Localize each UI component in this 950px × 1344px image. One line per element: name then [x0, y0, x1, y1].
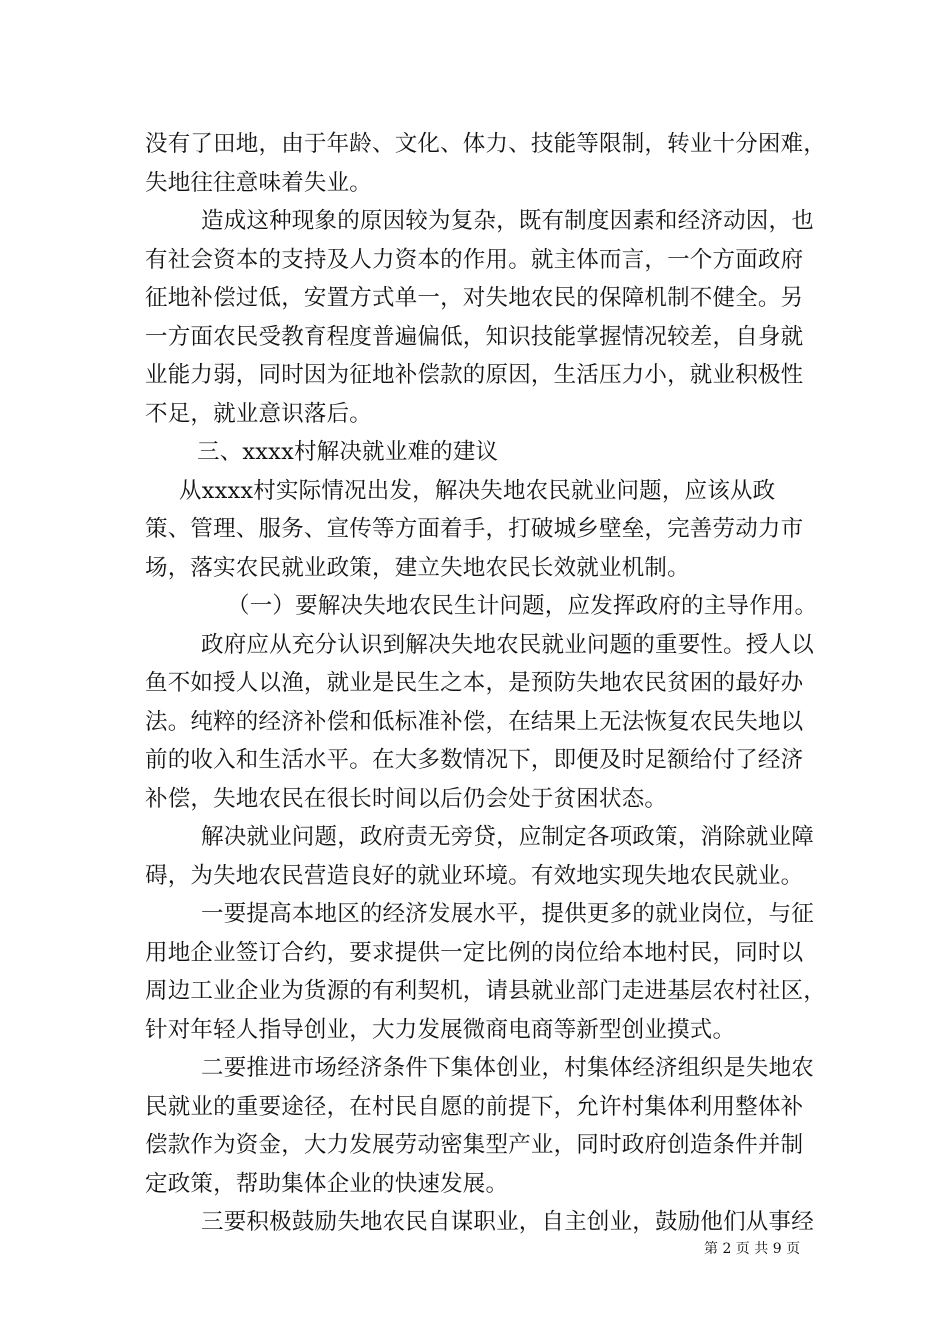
- page-number-footer: 第 2 页 共 9 页: [704, 1241, 801, 1257]
- text-line: 征地补偿过低，安置方式单一，对失地农民的保障机制不健全。另: [145, 285, 804, 311]
- text-line: 定政策，帮助集体企业的快速发展。: [145, 1170, 509, 1197]
- text-line: 有社会资本的支持及人力资本的作用。就主体而言，一个方面政府: [145, 246, 804, 273]
- paragraph-start-line: 一要提高本地区的经济发展水平，提供更多的就业岗位，与征: [201, 901, 814, 927]
- text-line: 失地往往意味着失业。: [145, 169, 373, 196]
- text-line: 补偿，失地农民在很长时间以后仍会处于贫困状态。: [145, 785, 668, 812]
- section-heading: 三、xxxx村解决就业难的建议: [197, 439, 499, 465]
- text-line: 策、管理、服务、宣传等方面着手，打破城乡壁垒，完善劳动力市: [145, 516, 804, 542]
- text-line: 法。纯粹的经济补偿和低标准补偿，在结果上无法恢复农民失地以: [145, 708, 804, 735]
- text-line: 民就业的重要途径，在村民自愿的前提下，允许村集体利用整体补: [145, 1093, 804, 1120]
- text-line: 用地企业签订合约，要求提供一定比例的岗位给本地村民，同时以: [145, 939, 804, 966]
- text-line: 场，落实农民就业政策，建立失地农民长效就业机制。: [145, 554, 690, 581]
- document-body: [145, 125, 827, 1242]
- text-line: 业能力弱，同时因为征地补偿款的原因，生活压力小，就业积极性: [145, 362, 804, 388]
- text-line: 前的收入和生活水平。在大多数情况下，即便及时足额给付了经济: [145, 747, 804, 773]
- text-line: 碍，为失地农民营造良好的就业环境。有效地实现失地农民就业。: [145, 862, 804, 889]
- text-line: 鱼不如授人以渔，就业是民生之本，是预防失地农民贫困的最好办: [145, 670, 804, 696]
- subsection-heading: （一）要解决失地农民生计问题，应发挥政府的主导作用。: [227, 593, 818, 619]
- paragraph-start-line: 造成这种现象的原因较为复杂，既有制度因素和经济动因，也: [201, 208, 814, 234]
- paragraph-start-line: 二要推进市场经济条件下集体创业，村集体经济组织是失地农: [201, 1055, 814, 1081]
- text-line: 针对年轻人指导创业，大力发展微商电商等新型创业摸式。: [145, 1016, 736, 1043]
- paragraph-start-line: 三要积极鼓励失地农民自谋职业，自主创业，鼓励他们从事经: [201, 1209, 814, 1235]
- paragraph-start-line: 解决就业问题，政府责无旁贷，应制定各项政策，消除就业障: [201, 824, 814, 850]
- text-line: 一方面农民受教育程度普遍偏低，知识技能掌握情况较差，自身就: [145, 323, 804, 350]
- text-line: 周边工业企业为货源的有利契机，请县就业部门走进基层农村社区，: [145, 978, 827, 1004]
- text-line: 没有了田地，由于年龄、文化、体力、技能等限制，转业十分困难，: [145, 131, 827, 157]
- text-line: 不足，就业意识落后。: [145, 400, 373, 427]
- paragraph-start-line: 从xxxx村实际情况出发，解决失地农民就业问题，应该从政: [179, 477, 776, 504]
- paragraph-start-line: 政府应从充分认识到解决失地农民就业问题的重要性。授人以: [201, 631, 814, 658]
- text-line: 偿款作为资金，大力发展劳动密集型产业，同时政府创造条件并制: [145, 1132, 804, 1158]
